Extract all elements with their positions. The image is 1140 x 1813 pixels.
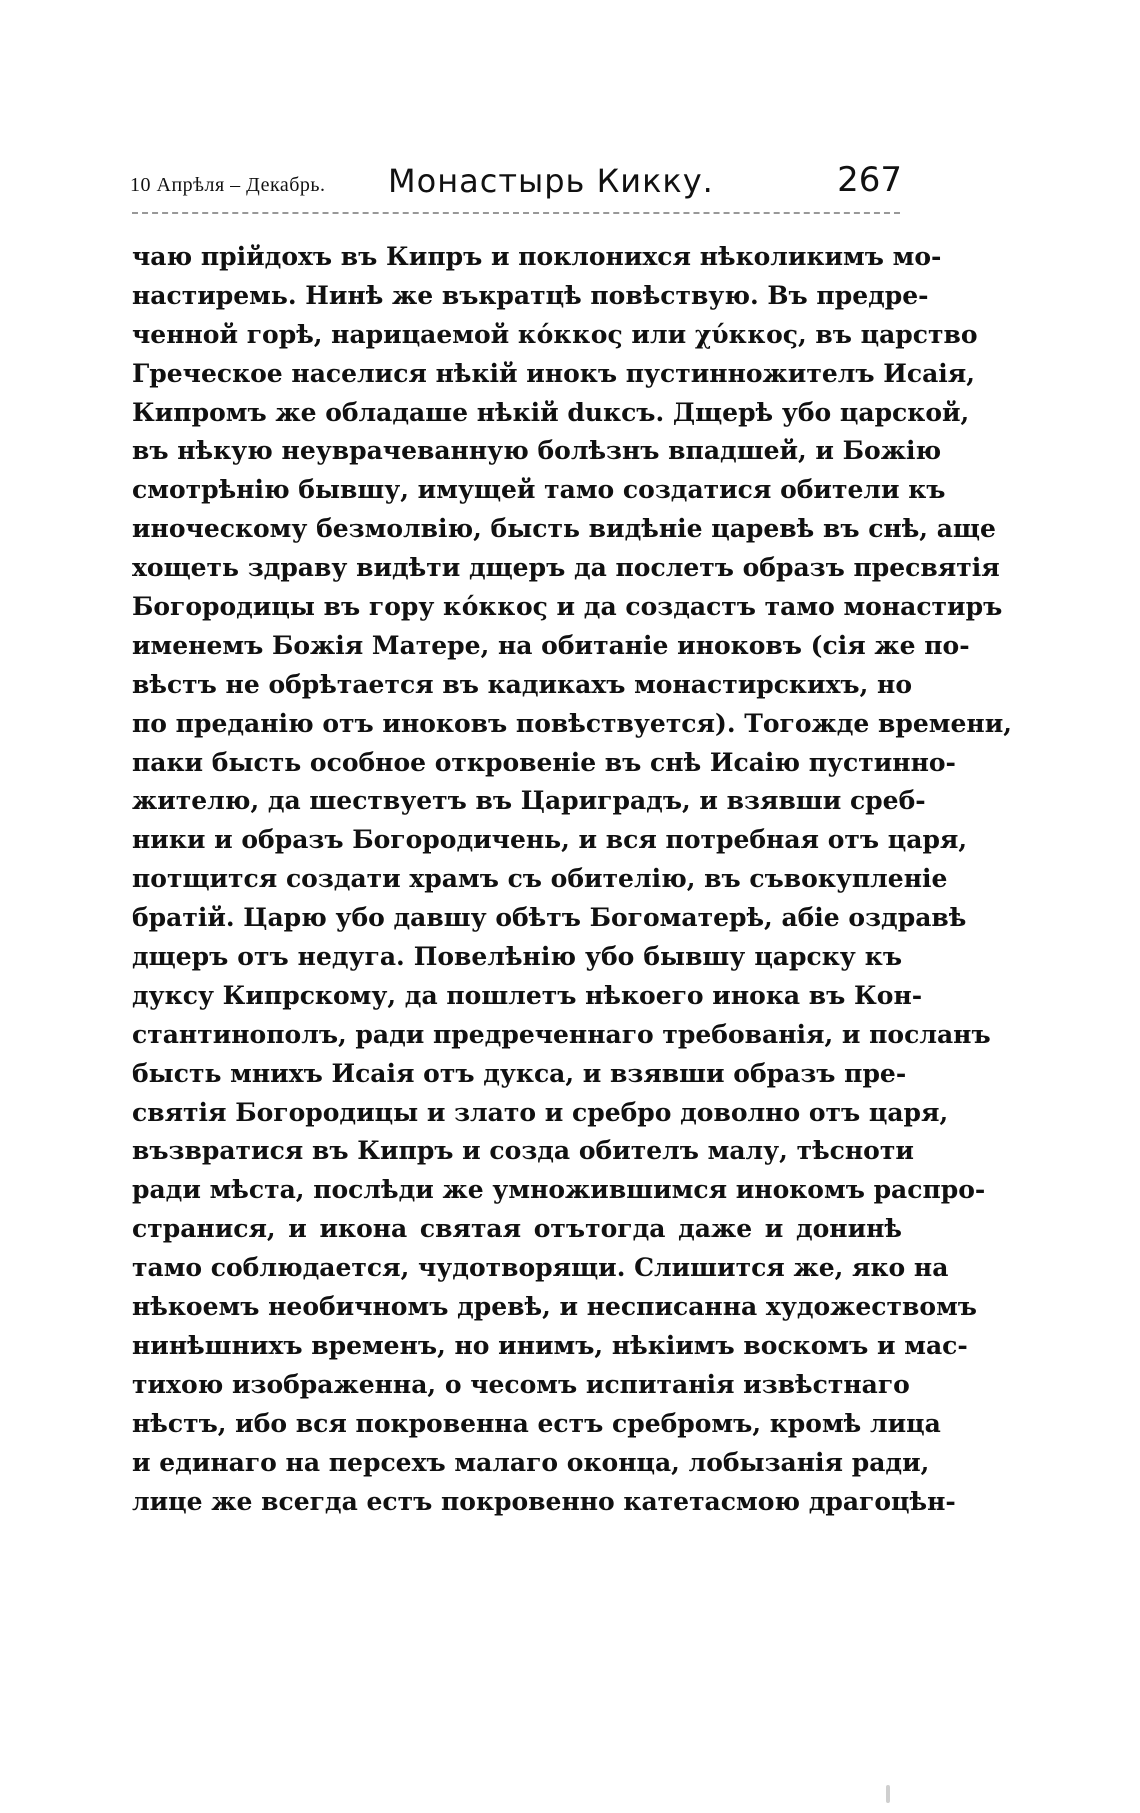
page-number: 267 (837, 160, 902, 200)
text-line: ники и образъ Богородичень, и вся потребная отъ царя, (132, 825, 968, 855)
text-line: вѣстъ не обрѣтается въ кадикахъ монастирскихъ, но (132, 669, 912, 699)
text-line: именемъ Божія Матере, на обитаніе иноковъ (сія же по- (132, 630, 970, 660)
running-head (130, 158, 902, 208)
text-line: потщится создати храмъ съ обителію, въ съвокупленіе (132, 864, 948, 894)
text-line: тихою изображенна, о чесомъ испитанія извѣстнаго (132, 1369, 910, 1399)
text-line: стантинополъ, ради предреченнаго требованія, и посланъ (132, 1019, 991, 1049)
body-text (132, 238, 1012, 1521)
header-rule (132, 212, 900, 214)
text-line: настиремь. Нинѣ же въкратцѣ повѣствую. Въ предре- (132, 280, 929, 310)
text-line: братій. Царю убо давшу обѣтъ Богоматерѣ, абіе оздравѣ (132, 903, 967, 933)
text-line: дуксу Кипрскому, да пошлетъ нѣкоего инока въ Кон- (132, 980, 923, 1010)
header-title: Монастырь Кикку. (388, 162, 714, 200)
text-line: ченной горѣ, нарицаемой κόκκος или χύκκος, въ царство (132, 319, 978, 349)
text-line: паки бысть особное откровеніе въ снѣ Исаію пустинно- (132, 747, 956, 777)
text-line: въ нѣкую неуврачеванную болѣзнъ впадшей, и Божію (132, 436, 942, 466)
text-line: бысть мнихъ Исаія отъ дукса, и взявши образъ пре- (132, 1058, 907, 1088)
text-line: смотрѣнію бывшу, имущей тамо создатися обители къ (132, 475, 946, 505)
text-line: нинѣшнихъ временъ, но инимъ, нѣкіимъ воскомъ и мас- (132, 1330, 968, 1360)
text-line: Кипромъ же обладаше нѣкій duксъ. Дщерѣ убо царской, (132, 397, 970, 427)
text-line: дщеръ отъ недуга. Повелѣнію убо бывшу царску къ (132, 942, 902, 972)
text-line: иноческому безмолвію, бысть видѣніе царевѣ въ снѣ, аще (132, 514, 996, 544)
text-line: по преданію отъ иноковъ повѣствуется). Тогожде времени, (132, 708, 1012, 738)
text-line: нѣкоемъ необичномъ древѣ, и несписанна художествомъ (132, 1292, 977, 1322)
ink-speck (886, 1785, 890, 1803)
text-line: тамо соблюдается, чудотворящи. Слишится же, яко на (132, 1253, 949, 1283)
text-line: хощеть здраву видѣти дщеръ да послетъ образъ пресвятія (132, 553, 1000, 583)
text-line: ради мѣста, послѣди же умножившимся инокомъ распро- (132, 1175, 986, 1205)
text-line: Греческое населися нѣкій инокъ пустинножителъ Исаія, (132, 358, 975, 388)
text-line: лице же всегда естъ покровенно катетасмою драгоцѣн- (132, 1486, 956, 1516)
text-line: святія Богородицы и злато и сребро доволно отъ царя, (132, 1097, 949, 1127)
text-line: чаю прійдохъ въ Кипръ и поклонихся нѣколикимъ мо- (132, 242, 942, 271)
header-dates: 10 Апрѣля – Декабрь. (130, 174, 326, 196)
text-line: възвратися въ Кипръ и созда обителъ малу, тѣсноти (132, 1136, 914, 1166)
text-line: Богородицы въ гору κόκκος и да создастъ тамо монастиръ (132, 592, 1003, 622)
text-line: жителю, да шествуетъ въ Цариградъ, и взявши среб- (132, 786, 926, 816)
text-line: странися, и икона святая отътогда даже и донинѣ (132, 1214, 902, 1244)
text-line: нѣстъ, ибо вся покровенна естъ сребромъ, кромѣ лица (132, 1408, 941, 1438)
text-line: и единаго на персехъ малаго оконца, лобызанія ради, (132, 1447, 930, 1477)
